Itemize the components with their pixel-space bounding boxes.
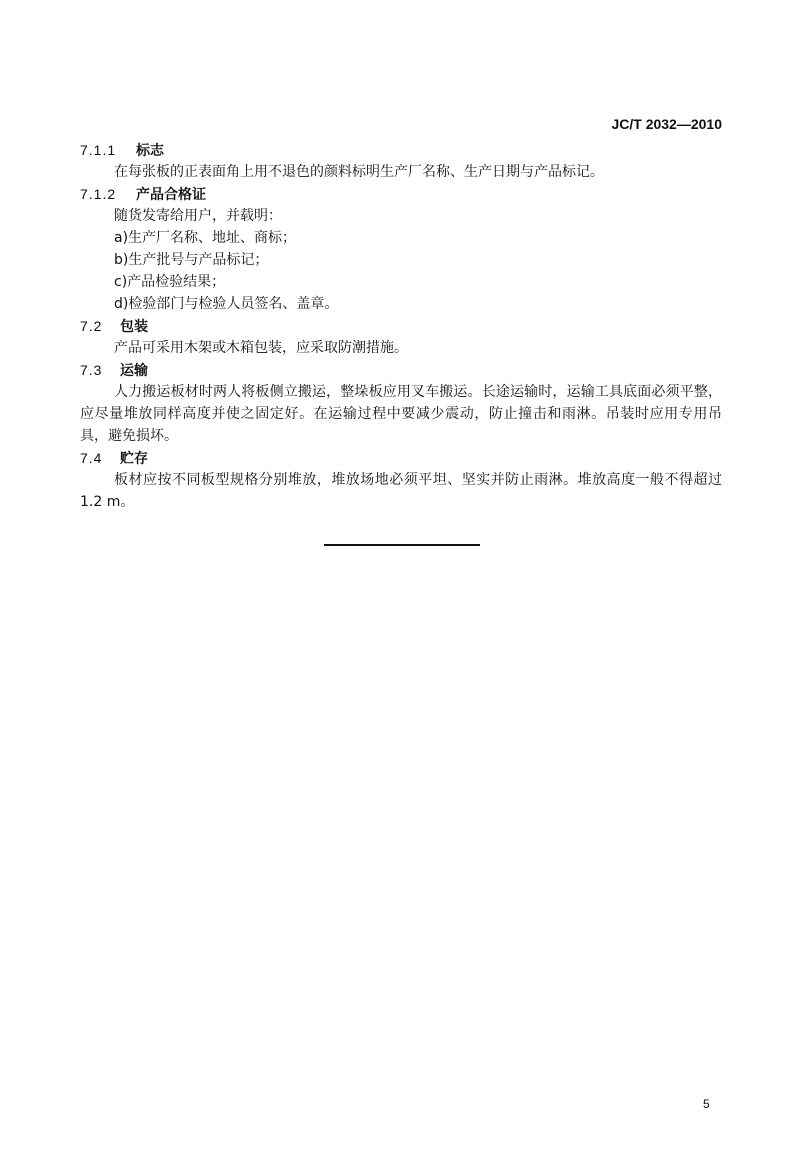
section-title: 产品合格证 bbox=[136, 187, 206, 203]
standard-code-header: JC/T 2032—2010 bbox=[611, 116, 722, 132]
list-item: d)检验部门与检验人员签名、盖章。 bbox=[114, 296, 339, 312]
section-heading-7-1-2 bbox=[80, 183, 722, 205]
list-item: b)生产批号与产品标记； bbox=[114, 252, 269, 268]
paragraph: 在每张板的正表面角上用不退色的颜料标明生产厂名称、生产日期与产品标记。 bbox=[114, 164, 604, 180]
section-title: 贮存 bbox=[120, 451, 148, 467]
section-title: 运输 bbox=[120, 363, 148, 379]
paragraph-line: 1.2 m。 bbox=[80, 494, 135, 510]
section-number: 7.2 bbox=[80, 318, 103, 334]
section-title: 标志 bbox=[136, 143, 164, 159]
section-heading-7-4 bbox=[80, 447, 722, 469]
section-heading-7-2 bbox=[80, 315, 722, 337]
section-heading-7-3 bbox=[80, 359, 722, 381]
section-number: 7.1.1 bbox=[80, 142, 117, 158]
paragraph: 随货发寄给用户，并载明： bbox=[114, 208, 282, 224]
paragraph-line: 应尽量堆放同样高度并使之固定好。在运输过程中要减少震动，防止撞击和雨淋。吊装时应用专用吊 bbox=[80, 406, 722, 422]
section-heading-7-1-1 bbox=[80, 139, 722, 161]
section-number: 7.3 bbox=[80, 362, 103, 378]
document-body bbox=[80, 139, 722, 513]
section-number: 7.1.2 bbox=[80, 186, 117, 202]
paragraph-line: 具，避免损坏。 bbox=[80, 428, 178, 444]
paragraph-line: 人力搬运板材时两人将板侧立搬运，整垛板应用叉车搬运。长途运输时，运输工具底面必须平整， bbox=[114, 384, 722, 400]
end-rule bbox=[324, 544, 480, 546]
paragraph-line: 板材应按不同板型规格分别堆放，堆放场地必须平坦、坚实并防止雨淋。堆放高度一般不得超过 bbox=[114, 472, 722, 488]
list-item: c)产品检验结果； bbox=[114, 274, 226, 290]
section-title: 包装 bbox=[120, 319, 148, 335]
paragraph: 产品可采用木架或木箱包装，应采取防潮措施。 bbox=[114, 340, 408, 356]
list-item: a)生产厂名称、地址、商标； bbox=[114, 230, 297, 246]
page-number: 5 bbox=[703, 1097, 710, 1111]
section-number: 7.4 bbox=[80, 450, 103, 466]
